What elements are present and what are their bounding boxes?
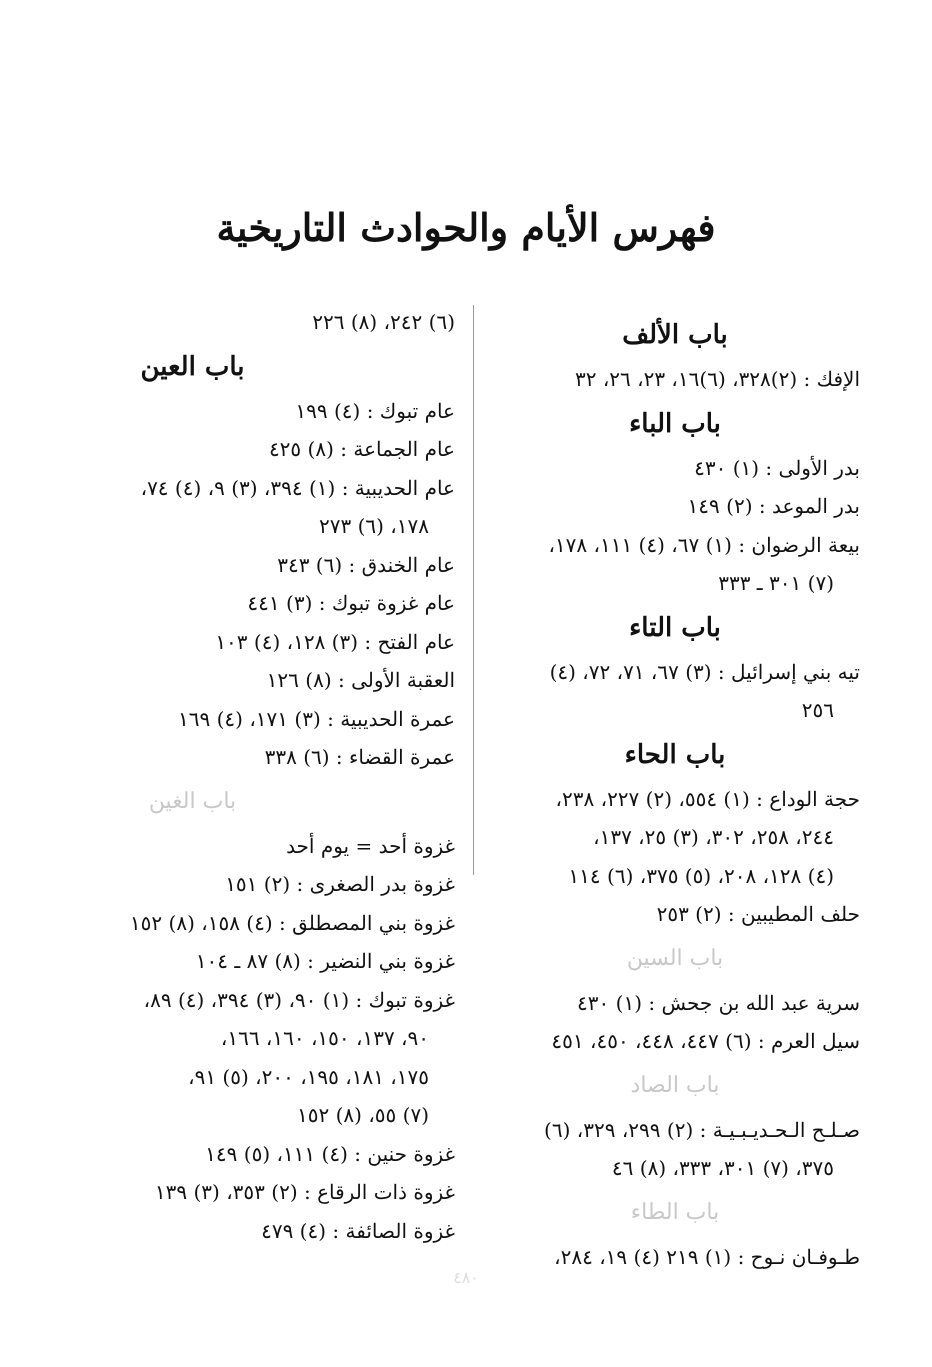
section-heading: باب السين <box>626 945 724 971</box>
index-entry-continuation: (٧) ٥٥، (٨) ١٥٢ <box>297 1103 429 1127</box>
index-entry: تيه بني إسرائيل : (٣) ٦٧، ٧١، ٧٢، (٤) <box>549 659 860 684</box>
page-title: فهرس الأيام والحوادث التاريخية <box>216 205 716 250</box>
column-divider <box>473 305 474 875</box>
index-entry: غزوة تبوك : (١) ٩٠، (٣) ٣٩٤، (٤) ٨٩، <box>143 987 455 1012</box>
section-heading: باب الصاد <box>630 1072 720 1098</box>
index-entry: العقبة الأولى : (٨) ١٢٦ <box>266 668 455 692</box>
index-column-left <box>70 303 455 1250</box>
section-heading: باب الغين <box>148 788 237 814</box>
index-entry: بدر الأولى : (١) ٤٣٠ <box>694 455 860 480</box>
index-entry: سرية عبد الله بن جحش : (١) ٤٣٠ <box>577 990 860 1015</box>
index-entry: بدر الموعد : (٢) ١٤٩ <box>687 494 860 518</box>
section-heading: باب العين <box>140 351 245 382</box>
index-entry: عام الخندق : (٦) ٣٤٣ <box>277 552 455 577</box>
section-heading: باب الطاء <box>630 1199 720 1225</box>
index-entry: بيعة الرضوان : (١) ٦٧، (٤) ١١١، ١٧٨، <box>548 532 860 557</box>
index-entry: غزوة حنين : (٤) ١١١، (٥) ١٤٩ <box>205 1141 455 1166</box>
index-entry-continuation: ١٧٥، ١٨١، ١٩٥، ٢٠٠، (٥) ٩١، <box>188 1064 429 1089</box>
index-entry: غزوة الصائفة : (٤) ٤٧٩ <box>261 1218 455 1243</box>
index-entry: غزوة بني النضير : (٨) ٨٧ ـ ١٠٤ <box>195 949 455 973</box>
index-entry: سيل العرم : (٦) ٤٤٧، ٤٤٨، ٤٥٠، ٤٥١ <box>551 1029 860 1053</box>
index-entry: حجة الوداع : (١) ٥٥٤، (٢) ٢٢٧، ٢٣٨، <box>555 786 860 811</box>
index-entry: غزوة ذات الرقاع : (٢) ٣٥٣، (٣) ١٣٩ <box>154 1180 455 1204</box>
index-entry: عام الفتح : (٣) ١٢٨، (٤) ١٠٣ <box>215 629 455 654</box>
index-entry: عمرة الحديبية : (٣) ١٧١، (٤) ١٦٩ <box>178 706 455 731</box>
index-entry: غزوة بني المصطلق : (٤) ١٥٨، (٨) ١٥٢ <box>129 910 455 935</box>
index-entry: غزوة أحد = يوم أحد <box>286 833 455 858</box>
index-entry: عام تبوك : (٤) ١٩٩ <box>295 398 455 423</box>
section-heading: باب التاء <box>629 612 721 643</box>
index-entry-continuation: ٢٤٤، ٢٥٨، ٣٠٢، (٣) ٢٥، ١٣٧، <box>593 825 834 849</box>
index-entry: غزوة بدر الصغرى : (٢) ١٥١ <box>225 872 455 896</box>
index-entry: عام الجماعة : (٨) ٤٢٥ <box>268 437 455 461</box>
index-entry-continuation: ٩٠، ١٣٧، ١٥٠، ١٦٠، ١٦٦، <box>220 1026 429 1050</box>
index-entry: عمرة القضاء : (٦) ٣٣٨ <box>264 745 455 769</box>
index-entry: طـوفـان نـوح : (١) ٢١٩ (٤) ١٩، ٢٨٤، <box>554 1244 860 1269</box>
section-heading: باب الألف <box>622 320 728 350</box>
index-entry-continuation: ٢٥٦ <box>801 698 834 722</box>
index-entry: عام غزوة تبوك : (٣) ٤٤١ <box>247 591 455 615</box>
section-heading: باب الحاء <box>624 739 726 770</box>
index-entry-continuation: ١٧٨، (٦) ٢٧٣ <box>318 514 429 538</box>
index-entry: الإفك : (٢)٣٢٨، (٦)١٦، ٢٣، ٢٦، ٣٢ <box>575 367 860 391</box>
index-entry-continuation: (٤) ١٢٨، ٢٠٨، (٥) ٣٧٥، (٦) ١١٤ <box>568 863 834 888</box>
index-column-right <box>490 310 860 1276</box>
index-entry: (٦) ٢٤٢، (٨) ٢٢٦ <box>312 310 455 334</box>
index-entry: عام الحديبية : (١) ٣٩٤، (٣) ٩، (٤) ٧٤، <box>140 475 455 500</box>
index-entry: حلف المطيبين : (٢) ٢٥٣ <box>656 902 860 926</box>
index-entry-continuation: ٣٧٥، (٧) ٣٠١، ٣٣٣، (٨) ٤٦ <box>611 1156 834 1180</box>
index-entry: صـلـح الـحـديـبـيـة : (٢) ٢٩٩، ٣٢٩، (٦) <box>544 1117 860 1142</box>
page-number: ٤٨٠ <box>453 1268 479 1287</box>
section-heading: باب الباء <box>629 408 721 439</box>
index-entry-continuation: (٧) ٣٠١ ـ ٣٣٣ <box>718 571 834 595</box>
